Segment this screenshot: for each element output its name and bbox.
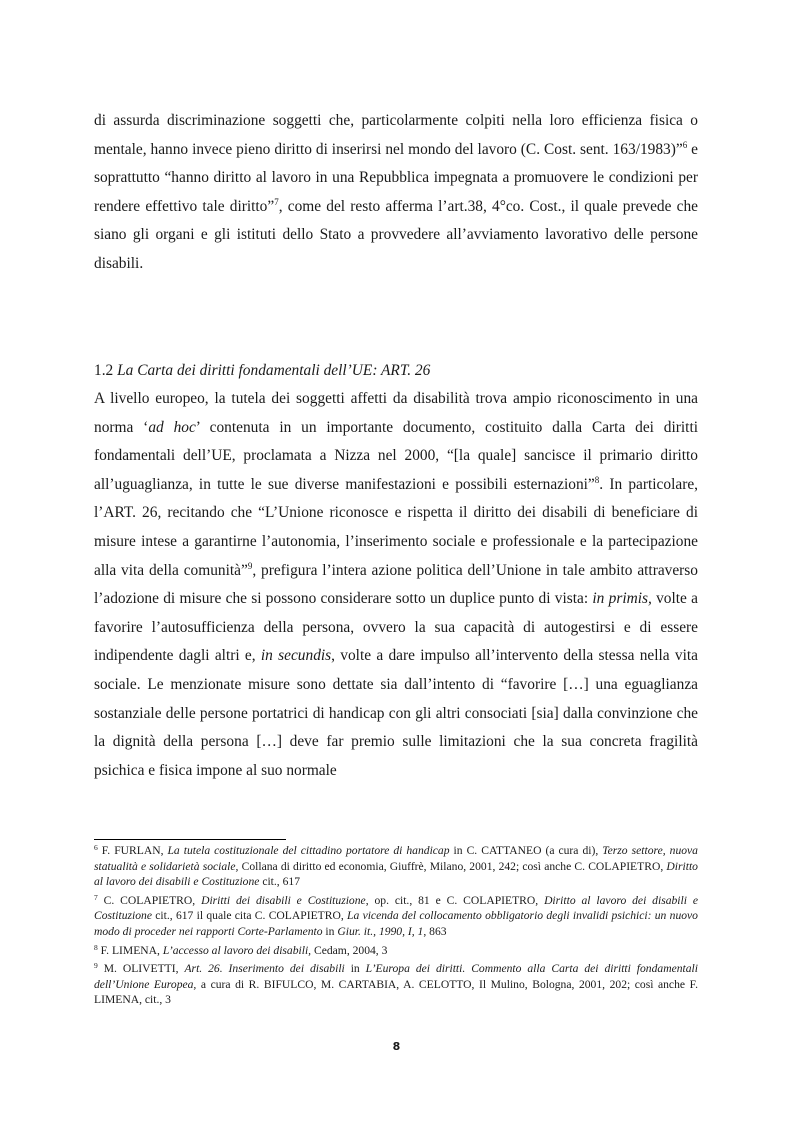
footnote-8 — [94, 943, 698, 959]
italic-title: Diritti dei disabili e Costituzione — [201, 893, 366, 907]
footnote-number: 8 — [94, 942, 98, 952]
text-run: , come del resto afferma l’art.38, 4°co. Cost., il quale prevede che siano gli organi e gli istituti dello Stato a provvedere all’avviamento lavorativo delle persone disabili. — [94, 197, 699, 272]
text-run: F. LIMENA, — [97, 943, 163, 957]
text-run: Cedam, 2004, 3 — [311, 943, 388, 957]
italic-term: ad hoc — [148, 418, 196, 436]
text-run: , 863 — [423, 924, 447, 938]
footnote-ref-8[interactable]: 8 — [594, 474, 600, 485]
italic-title: Diritto al lavoro dei disabili e Costituzione — [94, 859, 698, 889]
footnote-number: 7 — [94, 892, 98, 902]
text-run: C. COLAPIETRO, — [97, 893, 202, 907]
text-run: A livello europeo, la tutela dei soggetti affetti da disabilità trova ampio riconoscimento in una norma ‘ — [94, 390, 698, 436]
text-run: Collana di diritto ed economia, Giuffrè, Milano, 2001, 242; così anche C. COLAPIETRO, — [238, 859, 667, 873]
text-run: . In particolare, l’ART. 26, recitando che “L’Unione riconosce e rispetta il diritto dei disabili di beneficiare di misure intese a garantirne l’autonomia, l’inserimento sociale e professionale e la partecipazione alla vita della comunità” — [94, 475, 698, 579]
footnotes — [94, 843, 698, 1011]
section-heading — [94, 357, 430, 386]
footnote-ref-9[interactable]: 9 — [247, 560, 253, 571]
footnote-ref-7[interactable]: 7 — [274, 196, 279, 207]
italic-term: in secundis — [260, 647, 332, 665]
italic-title: Diritto al lavoro dei disabili e Costituzione — [94, 893, 699, 923]
footnote-9 — [94, 961, 698, 1008]
footnote-6 — [94, 843, 698, 890]
text-run: a cura di R. BIFULCO, M. CARTABIA, A. CELOTTO, Il Mulino, Bologna, 2001, 202; così anche F. LIMENA, cit., 3 — [94, 977, 698, 1007]
body-paragraph-2 — [94, 385, 698, 785]
text-run: di assurda discriminazione soggetti che, particolarmente colpiti nella loro efficienza fisica o mentale, hanno invece pieno diritto di inserirsi nel mondo del lavoro (C. Cost. sent. 163/1983)” — [94, 112, 698, 158]
footnote-divider — [94, 839, 286, 840]
text-run: F. FURLAN, — [97, 844, 168, 857]
text-run: in — [322, 924, 338, 938]
italic-title: Giur. it., 1990, I, 1 — [337, 924, 424, 938]
text-run: , volte a dare impulso all’intervento della stessa nella vita sociale. Le menzionate misure sono dettate sia dall’intento di “favorire […] una eguaglianza sostanziale delle persone portatrici di handicap con gli altri consociati [sia] dalla convinzione che la dignità della persona […] deve far premio sulle limitazioni che la sua concreta fragilità psichica e fisica impone al suo normale — [94, 647, 698, 779]
text-run: volte a favorire l’autosufficienza della persona, ovvero la sua capacità di autogestirsi e di essere indipendente dagli altri e, — [94, 590, 698, 665]
footnote-ref-6[interactable]: 6 — [682, 139, 688, 150]
page-number: 8 — [392, 1040, 401, 1053]
body-paragraph-1 — [94, 107, 698, 279]
italic-term: in primis, — [592, 590, 652, 608]
italic-title: Terzo settore, nuova statualità e solidarietà sociale, — [94, 844, 698, 873]
text-run: e soprattutto “hanno diritto al lavoro in una Repubblica impegnata a promuovere le condizioni per rendere effettivo tale diritto” — [94, 140, 698, 215]
footnote-number: 9 — [94, 961, 98, 971]
italic-title: Art. 26. Inserimento dei disabili — [184, 962, 345, 976]
text-run: , prefigura l’intera azione politica dell’Unione in tale ambito attraverso l’adozione di misure che si possono considerare sotto un duplice punto di vista: — [94, 561, 698, 608]
section-number: 1.2 — [94, 362, 118, 379]
italic-title: L’accesso al lavoro dei disabili, — [162, 943, 312, 957]
italic-title: L’Europa dei diritti. Commento alla Carta dei diritti fondamentali dell’Unione Europea, — [94, 962, 698, 991]
text-run: in — [344, 962, 366, 976]
text-run: in C. CATTANEO (a cura di), — [449, 844, 603, 857]
italic-title: La vicenda del collocamento obbligatorio degli invalidi psichici: un nuovo modo di proceder nei rapporti Corte-Parlamento — [94, 909, 698, 938]
text-run: , op. cit., 81 e C. COLAPIETRO, — [365, 893, 545, 907]
text-run: cit., 617 — [259, 875, 300, 889]
text-run: ’ contenuta in un importante documento, costituito dalla Carta dei diritti fondamentali dell’UE, proclamata a Nizza nel 2000, “[la quale] sancisce il primario diritto all’uguaglianza, in tutte le sue diverse manifestazioni e possibili esternazioni” — [94, 418, 698, 493]
section-title: La Carta dei diritti fondamentali dell’UE: ART. 26 — [117, 362, 431, 379]
footnote-number: 6 — [94, 843, 98, 852]
text-run: cit., 617 il quale cita C. COLAPIETRO, — [151, 909, 348, 923]
italic-title: La tutela costituzionale del cittadino portatore di handicap — [167, 844, 450, 857]
text-run: M. OLIVETTI, — [97, 962, 185, 976]
footnote-7 — [94, 893, 698, 940]
